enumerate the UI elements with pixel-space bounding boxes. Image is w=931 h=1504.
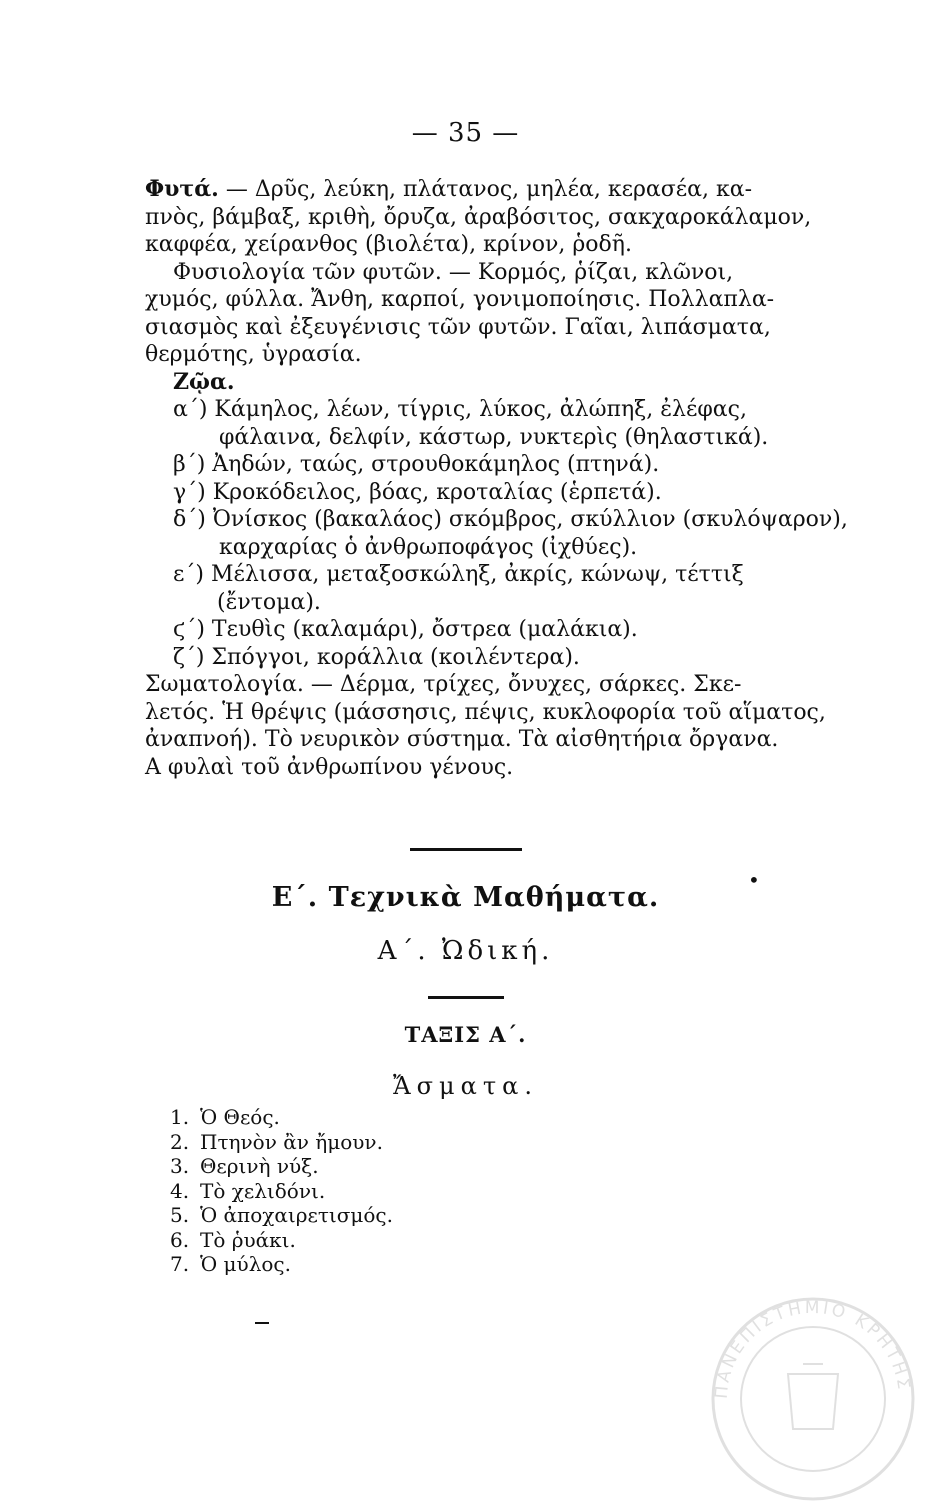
text-line: α΄) Κάμηλος, λέων, τίγρις, λύκος, ἀλώπηξ, ἐλέφας, [173, 397, 747, 422]
text-line: καφφέα, χείρανθος (βιολέτα), κρίνον, ῥοδῆ. [145, 232, 632, 257]
list-item: 2. Πτηνὸν ἂν ἤμουν. [170, 1129, 383, 1154]
text-line: Σωματολογία. — Δέρμα, τρίχες, ὄνυχες, σάρκες. Σκε- [145, 672, 742, 697]
list-item: 1. Ὁ Θεός. [170, 1105, 280, 1129]
page-number: — 35 — [411, 118, 520, 148]
label-fyta: Φυτά. [145, 176, 219, 202]
list-item: 5. Ὁ ἀποχαιρετισμός. [170, 1203, 393, 1227]
stray-mark [255, 1322, 269, 1324]
text-line: πνὸς, βάμβαξ, κριθὴ, ὄρυζα, ἀραβόσιτος, σακχαροκάλαμον, [145, 204, 812, 230]
subheading-zoa: Ζῷα. [173, 368, 235, 395]
body-text [145, 176, 848, 781]
text-line: β΄) Ἀηδών, ταώς, στρουθοκάμηλος (πτηνά). [173, 452, 660, 477]
section-title: Ε΄. Τεχνικὰ Μαθήματα. [271, 882, 660, 913]
text-line: γ΄) Κροκόδειλος, βόας, κροταλίας (ἑρπετά). [173, 479, 662, 505]
songs-heading: Ἄσματα. [393, 1072, 538, 1100]
text-line: ζ΄) Σπόγγοι, κοράλλια (κοιλέντερα). [173, 644, 580, 670]
library-stamp [708, 1294, 918, 1504]
text-line: Φυτά. — Δρῦς, λεύκη, πλάτανος, μηλέα, κερασέα, κα- [145, 176, 753, 202]
text-line: Α φυλαὶ τοῦ ἀνθρωπίνου γένους. [145, 754, 514, 780]
text-line: ϛ΄) Τευθὶς (καλαμάρι), ὄστρεα (μαλάκια). [173, 617, 638, 642]
text-line: θερμότης, ὑγρασία. [145, 342, 362, 367]
text-line: λετός. Ἡ θρέψις (μάσσησις, πέψις, κυκλοφορία τοῦ αἵματος, [145, 699, 826, 725]
class-heading: ΤΑΞΙΣ Α΄. [404, 1022, 527, 1047]
text-line: Φυσιολογία τῶν φυτῶν. — Κορμός, ῥίζαι, κλῶνοι, [173, 259, 734, 285]
text-line: ἀναπνοή). Τὸ νευρικὸν σύστημα. Τὰ αἰσθητήρια ὄργανα. [145, 727, 779, 752]
text-line: καρχαρίας ὁ ἀνθρωποφάγος (ἰχθύες). [219, 534, 638, 560]
text-line: φάλαινα, δελφίν, κάστωρ, νυκτερὶς (θηλαστικά). [219, 424, 769, 450]
svg-text:ΠΑΝΕΠΙΣΤΗΜΙΟ ΚΡΗΤΗΣ: ΠΑΝΕΠΙΣΤΗΜΙΟ ΚΡΗΤΗΣ [711, 1297, 914, 1400]
list-item: 4. Τὸ χελιδόνι. [170, 1178, 326, 1203]
text-line: (ἔντομα). [217, 589, 321, 615]
text-line: δ΄) Ὀνίσκος (βακαλάος) σκόμβρος, σκύλλιον (σκυλόψαρον), [173, 507, 848, 532]
list-item: 7. Ὁ μύλος. [170, 1252, 291, 1276]
subsection-title: Α΄. Ὠδική. [377, 936, 554, 966]
song-list [170, 1105, 393, 1277]
section-divider [410, 848, 522, 851]
ink-speck: • [748, 868, 760, 892]
list-item: 3. Θερινὴ νύξ. [170, 1154, 319, 1178]
list-item: 6. Τὸ ῥυάκι. [170, 1227, 296, 1252]
subsection-divider [428, 996, 504, 999]
text-line: ε΄) Μέλισσα, μεταξοσκώληξ, ἀκρίς, κώνωψ, τέττιξ [173, 562, 744, 587]
text-line: σιασμὸς καὶ ἐξευγένισις τῶν φυτῶν. Γαῖαι, λιπάσματα, [145, 314, 771, 340]
text-line: χυμός, φύλλα. Ἄνθη, καρποί, γονιμοποίησις. Πολλαπλα- [145, 287, 775, 312]
